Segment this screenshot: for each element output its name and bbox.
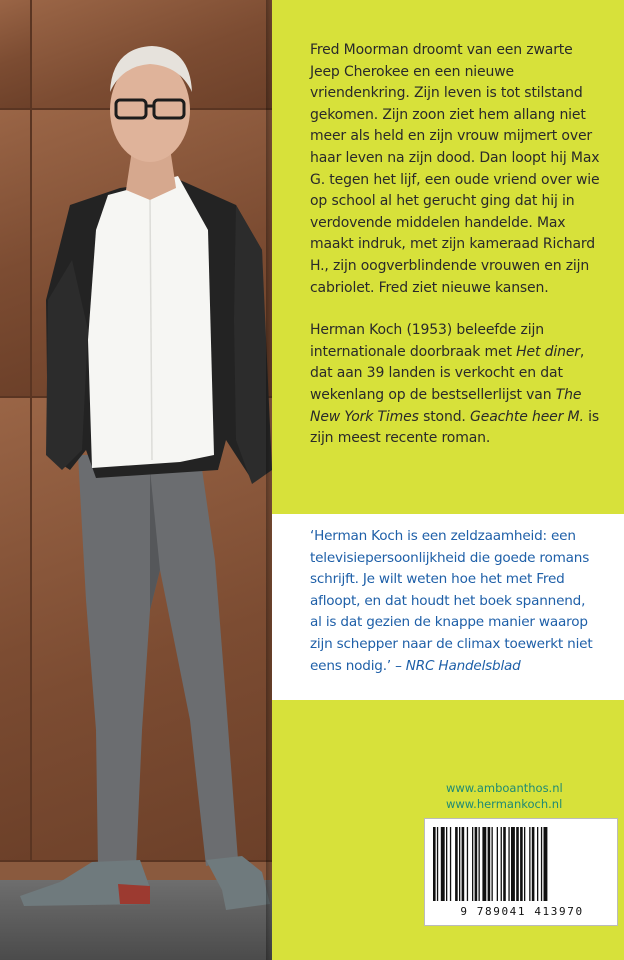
barcode-bar <box>462 827 465 901</box>
barcode-bar <box>433 827 436 901</box>
review-source: NRC Handelsblad <box>405 657 521 674</box>
blurb-text: is zijn meest recente roman. <box>310 408 599 447</box>
blurb-paragraph-synopsis: Fred Moorman droomt van een zwarte Jeep Cherokee en een nieuwe vriendenkring. Zijn leven is tot stilstand gekomen. Zijn zoon ziet hem allang niet meer als held en zijn vrouw mijmert over haar leven na zijn dood. Dan loopt hij Max G. tegen het lijf, een oude vriend over wie op school al het gerucht ging dat hij in verdovende middelen handelde. Max maakt indruk, met zijn kameraad Richard H., zijn oogverblindende vrouwen en zijn cabriolet. Fred ziet nieuwe kansen. <box>310 42 600 296</box>
blurb-text: Herman Koch (1953) beleefde zijn internationale doorbraak met <box>310 322 544 360</box>
barcode-bar <box>450 827 451 901</box>
review-quote-box <box>272 514 624 700</box>
barcode-bars <box>431 827 613 903</box>
author-photo <box>0 0 278 960</box>
barcode-bar <box>520 827 523 901</box>
barcode-bar <box>541 827 542 901</box>
barcode-bar <box>488 827 491 901</box>
isbn-number: 9 789041 413970 <box>460 905 584 918</box>
url-publisher: www.amboanthos.nl <box>446 781 563 795</box>
barcode-bar <box>441 827 445 901</box>
blurb-paragraph-author <box>310 320 600 450</box>
blurb <box>310 40 600 471</box>
publisher-urls <box>446 780 616 812</box>
blurb-text: , dat aan 39 landen is verkocht en dat wekenlang op de bestsellerlijst van <box>310 343 585 403</box>
barcode-bar <box>455 827 458 901</box>
barcode-bar <box>501 827 502 901</box>
blurb-text: stond. <box>418 408 471 425</box>
barcode-bar <box>537 827 538 901</box>
barcode-bar <box>437 827 438 901</box>
book-title-geachte-heer-m: Geachte heer M. <box>470 408 584 425</box>
newspaper-title: The New York Times <box>310 386 582 425</box>
barcode-bar <box>511 827 515 901</box>
review-quote-text: ‘Herman Koch is een zeldzaamheid: een televisiepersoonlijkheid die goede romans schrijft. Je wilt weten hoe het met Fred afloopt, en dat houdt het boek spannend, al is dat gezien de knappe manier waarop zijn schepper naar de climax toewerkt niet eens nodig.’ – <box>310 528 593 674</box>
barcode-bar <box>516 827 519 901</box>
barcode-bar <box>467 827 468 901</box>
barcode-bar <box>479 827 480 901</box>
cover-text-panel <box>272 0 624 960</box>
barcode-bar <box>459 827 460 901</box>
barcode-bar <box>497 827 498 901</box>
barcode <box>424 818 618 926</box>
book-title-het-diner: Het diner <box>516 343 580 360</box>
barcode-bar <box>446 827 447 901</box>
barcode-bar <box>475 827 478 901</box>
barcode-bar <box>492 827 493 901</box>
barcode-bar <box>544 827 548 901</box>
url-author: www.hermankoch.nl <box>446 797 563 811</box>
barcode-bar <box>482 827 486 901</box>
author-figure <box>0 0 278 960</box>
barcode-bar <box>508 827 509 901</box>
barcode-bar <box>503 827 506 901</box>
barcode-bar <box>529 827 530 901</box>
barcode-bar <box>532 827 535 901</box>
barcode-bar <box>472 827 473 901</box>
review-quote <box>310 526 600 677</box>
barcode-bar <box>524 827 525 901</box>
